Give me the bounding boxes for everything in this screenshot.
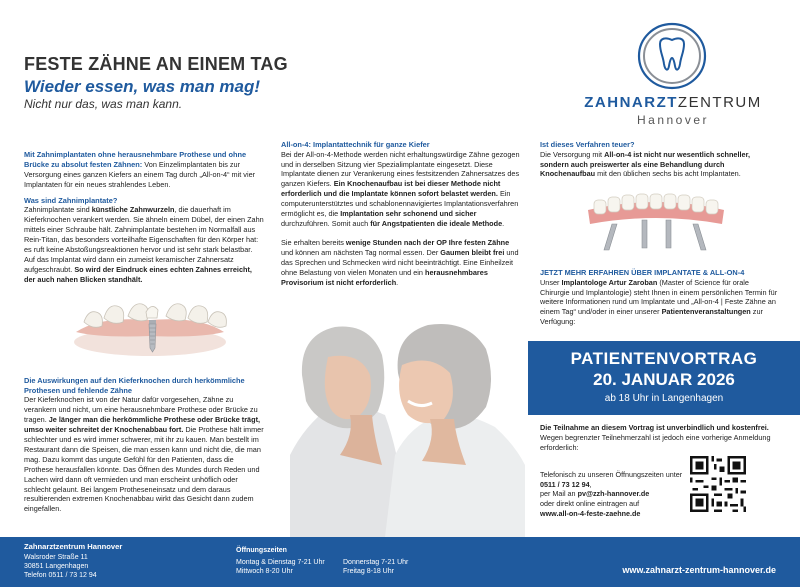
cost-text: Die Versorgung mit [540, 149, 605, 159]
cost-text: mit den üblichen sechs bis acht Implantaten. [595, 169, 741, 179]
all-on-4-text: Sie erhalten bereits [281, 238, 346, 247]
bone-effects-heading: Die Auswirkungen auf den Kieferknochen durch herkömmliche Prothesen und fehlende Zähne [24, 376, 245, 395]
all-on-4-denture-illustration [582, 190, 730, 256]
all-on-4-text: und das Sprechen und Schmecken wird nicht beeinträchtigt. Eine Einheilzeit ohne Belastung von vielen Monaten und ein [281, 247, 519, 277]
all-on-4-text: Bei der All-on-4-Methode werden nicht erhaltungswürdige Zähne gezogen und in derselben Sitzung vier Spezialimplantate eingesetzt. Diese Implantate dienen zur Verankerung eines festsitzenden Zahnersatzes des ganzen Kiefers. [281, 149, 520, 189]
intro-section [24, 150, 264, 291]
subslogan: Nicht nur das, was man kann. [24, 97, 183, 111]
patient-talk-banner [528, 341, 800, 415]
all-on-4-text: . [502, 219, 505, 229]
smiling-women-photo [290, 315, 525, 537]
talk-time: ab 18 Uhr in Langenhagen [604, 393, 724, 404]
implant-heading: Was sind Zahnimplantate? [24, 195, 118, 205]
all-on-4-text: durchzuführen. Somit auch [281, 219, 371, 229]
implant-tooth-illustration [70, 286, 230, 360]
implant-text: , die dauerhaft im Kieferknochen verankert werden. Sie ähneln einem Dübel, der einen Zahn mittels einer Schraube hält. Zahnimplantate bestehen im Normalfall aus Rein-Titan, das besonders vorteilhafte Eigenschaften für den Körper hat: es ruft keine Abstoßungsreaktionen hervor und ist sehr stark belastbar. Auf das Implantat wird dann ein zumeist keramischer Zahnersatz aufgeschraubt. [24, 205, 264, 274]
footer-website-link[interactable]: www.zahnarzt-zentrum-hannover.de [622, 565, 776, 575]
slogan: Wieder essen, was man mag! [24, 77, 261, 96]
hours-mon-tue: Montag & Dienstag 7-21 Uhr [236, 559, 325, 566]
intro-text: Von Einzelimplantaten bis zur Versorgung eines ganzen Kiefers an einem Tag durch „All-on-4“ mit vier Implantaten für ein neues strahlendes Leben. [24, 159, 256, 189]
bone-effects-text: Der Kieferknochen ist von der Natur dafür vorgesehen, Zähne zu verankern und nicht, um eine herausnehmbare Prothese oder Brücke zu tragen. [24, 395, 258, 425]
all-on-4-text-bold: wenige Stunden nach der OP Ihre festen Zähne [345, 238, 510, 247]
hours-fri: Freitag 8-18 Uhr [343, 568, 394, 576]
phone-label: Telefonisch zu unseren Öffnungszeiten unter [540, 470, 683, 479]
bone-effects-section [24, 376, 264, 520]
logo-city: Hannover [636, 113, 710, 127]
contact-options [540, 470, 685, 526]
learn-more-text-bold: Implantologe Artur Zaroban [561, 277, 658, 287]
talk-date: 20. JANUAR 2026 [593, 370, 735, 389]
all-on-4-text-bold: Ein Knochenaufbau ist bei dieser Methode nicht erforderlich und die Implantate können sofort belastet werden. [281, 179, 501, 199]
all-on-4-text: Ein computerunterstütztes und schablonennavigiertes Implantationsverfahren ermöglicht es, die [281, 189, 519, 219]
hours-wed: Mittwoch 8-20 Uhr [236, 568, 293, 576]
mail-link[interactable]: pv@zzh-hannover.de [577, 489, 650, 499]
all-on-4-text-bold: für Angstpatienten die ideale Methode [370, 219, 503, 229]
qr-code-icon[interactable] [690, 456, 746, 512]
implant-text-bold: künstliche Zahnwurzeln [91, 205, 175, 215]
implant-text: Zahnimplantate sind [24, 205, 92, 215]
implant-text-bold: So wird der Eindruck eines echten Zahnes erreicht, der auch nahen Blicken standhält. [24, 264, 252, 284]
footer-phone[interactable]: Telefon 0511 / 73 12 94 [24, 572, 97, 580]
all-on-4-text: . [396, 277, 399, 287]
intro-heading: Mit Zahnimplantaten ohne herausnehmbare Prothese und ohne Brücke zu absolut festen Zähnen: [24, 150, 247, 169]
tooth-logo-icon [636, 22, 708, 90]
logo-name: ZAHNARZTZENTRUM [584, 94, 762, 111]
signup-url-link[interactable]: www.all-on-4-feste-zaehne.de [540, 508, 641, 518]
signup-note [540, 423, 780, 459]
all-on-4-text-bold: herausnehmbares Provisorium ist nicht erforderlich [281, 267, 488, 287]
footer-practice-name: Zahnarztzentrum Hannover [24, 542, 123, 551]
phone-suffix: , [589, 479, 592, 489]
headline: FESTE ZÄHNE AN EINEM TAG [24, 54, 288, 74]
learn-more-text: Unser [540, 277, 562, 287]
mail-label: per Mail an [540, 489, 578, 499]
footer-city: 30851 Langenhagen [24, 563, 89, 571]
footer-hours-col1 [236, 558, 325, 576]
all-on-4-section [281, 140, 521, 294]
learn-more-text: zur Verfügung: [540, 307, 763, 327]
online-label: oder direkt online eintragen auf [540, 499, 640, 509]
learn-more-heading: JETZT MEHR ERFAHREN ÜBER IMPLANTATE & ALL-ON-4 [540, 268, 745, 277]
cost-section [540, 140, 780, 185]
learn-more-text: (Master of Science für orale Chirurgie und Implantologie) steht Ihnen in einem persönlichen Termin für weitere Informationen rund um Implantate und „All-on-4 | Feste Zähne an einem Tag“ und/oder in einer unserer [540, 277, 778, 317]
footer-address [24, 553, 97, 580]
bone-effects-text-bold: Je länger man die herkömmliche Prothese oder Brücke trägt, umso weiter schreitet der Knochenabbau fort. [24, 415, 261, 435]
bone-effects-text: Die Prothese hält immer schlechter und es wird immer schwerer, mit ihr zu kauen. Man bestellt im Restaurant dann die Speisen, die man essen kann und nicht die, die man mag. Dazu kommt das ungute Gefühl für den Patienten, dass die Prothese herausfallen könnte. Das Öffnen des Mundes durch Reden und Lachen wird dann oft vermieden und man erscheint unhöflich oder schlecht gelaunt. Bei langem Protheseneinsatz und dem daraus resultierenden extremen Knochenabbau wirkt das Gesicht dann zudem eingefallen. [24, 425, 264, 514]
signup-text: Wegen begrenzter Teilnehmerzahl ist jedoch eine vorherige Anmeldung erforderlich: [540, 432, 771, 452]
footer-hours-col2 [343, 558, 408, 576]
cost-heading: Ist dieses Verfahren teuer? [540, 140, 635, 149]
footer-street: Walsroder Straße 11 [24, 554, 88, 561]
phone-link[interactable]: 0511 / 73 12 94 [540, 479, 590, 489]
signup-text-bold: Die Teilnahme an diesem Vortrag ist unverbindlich und kostenfrei. [540, 423, 769, 432]
all-on-4-heading: All-on-4: Implantattechnik für ganze Kiefer [281, 140, 430, 149]
learn-more-text-bold: Patientenveranstaltungen [661, 307, 751, 317]
talk-title: PATIENTENVORTRAG [570, 349, 758, 368]
all-on-4-text: und können am nächsten Tag normal essen. Der [281, 247, 441, 257]
all-on-4-text-bold: Gaumen bleibt frei [440, 247, 505, 257]
hours-thu: Donnerstag 7-21 Uhr [343, 559, 409, 566]
cost-text-bold: All-on-4 ist nicht nur wesentlich schneller, sondern auch preiswerter als eine Behandlung durch Knochenaufbau [540, 149, 751, 179]
footer-hours-heading: Öffnungszeiten [236, 547, 287, 554]
all-on-4-text-bold: Implantation sehr schonend und sicher [340, 209, 477, 219]
learn-more-section [540, 268, 780, 333]
